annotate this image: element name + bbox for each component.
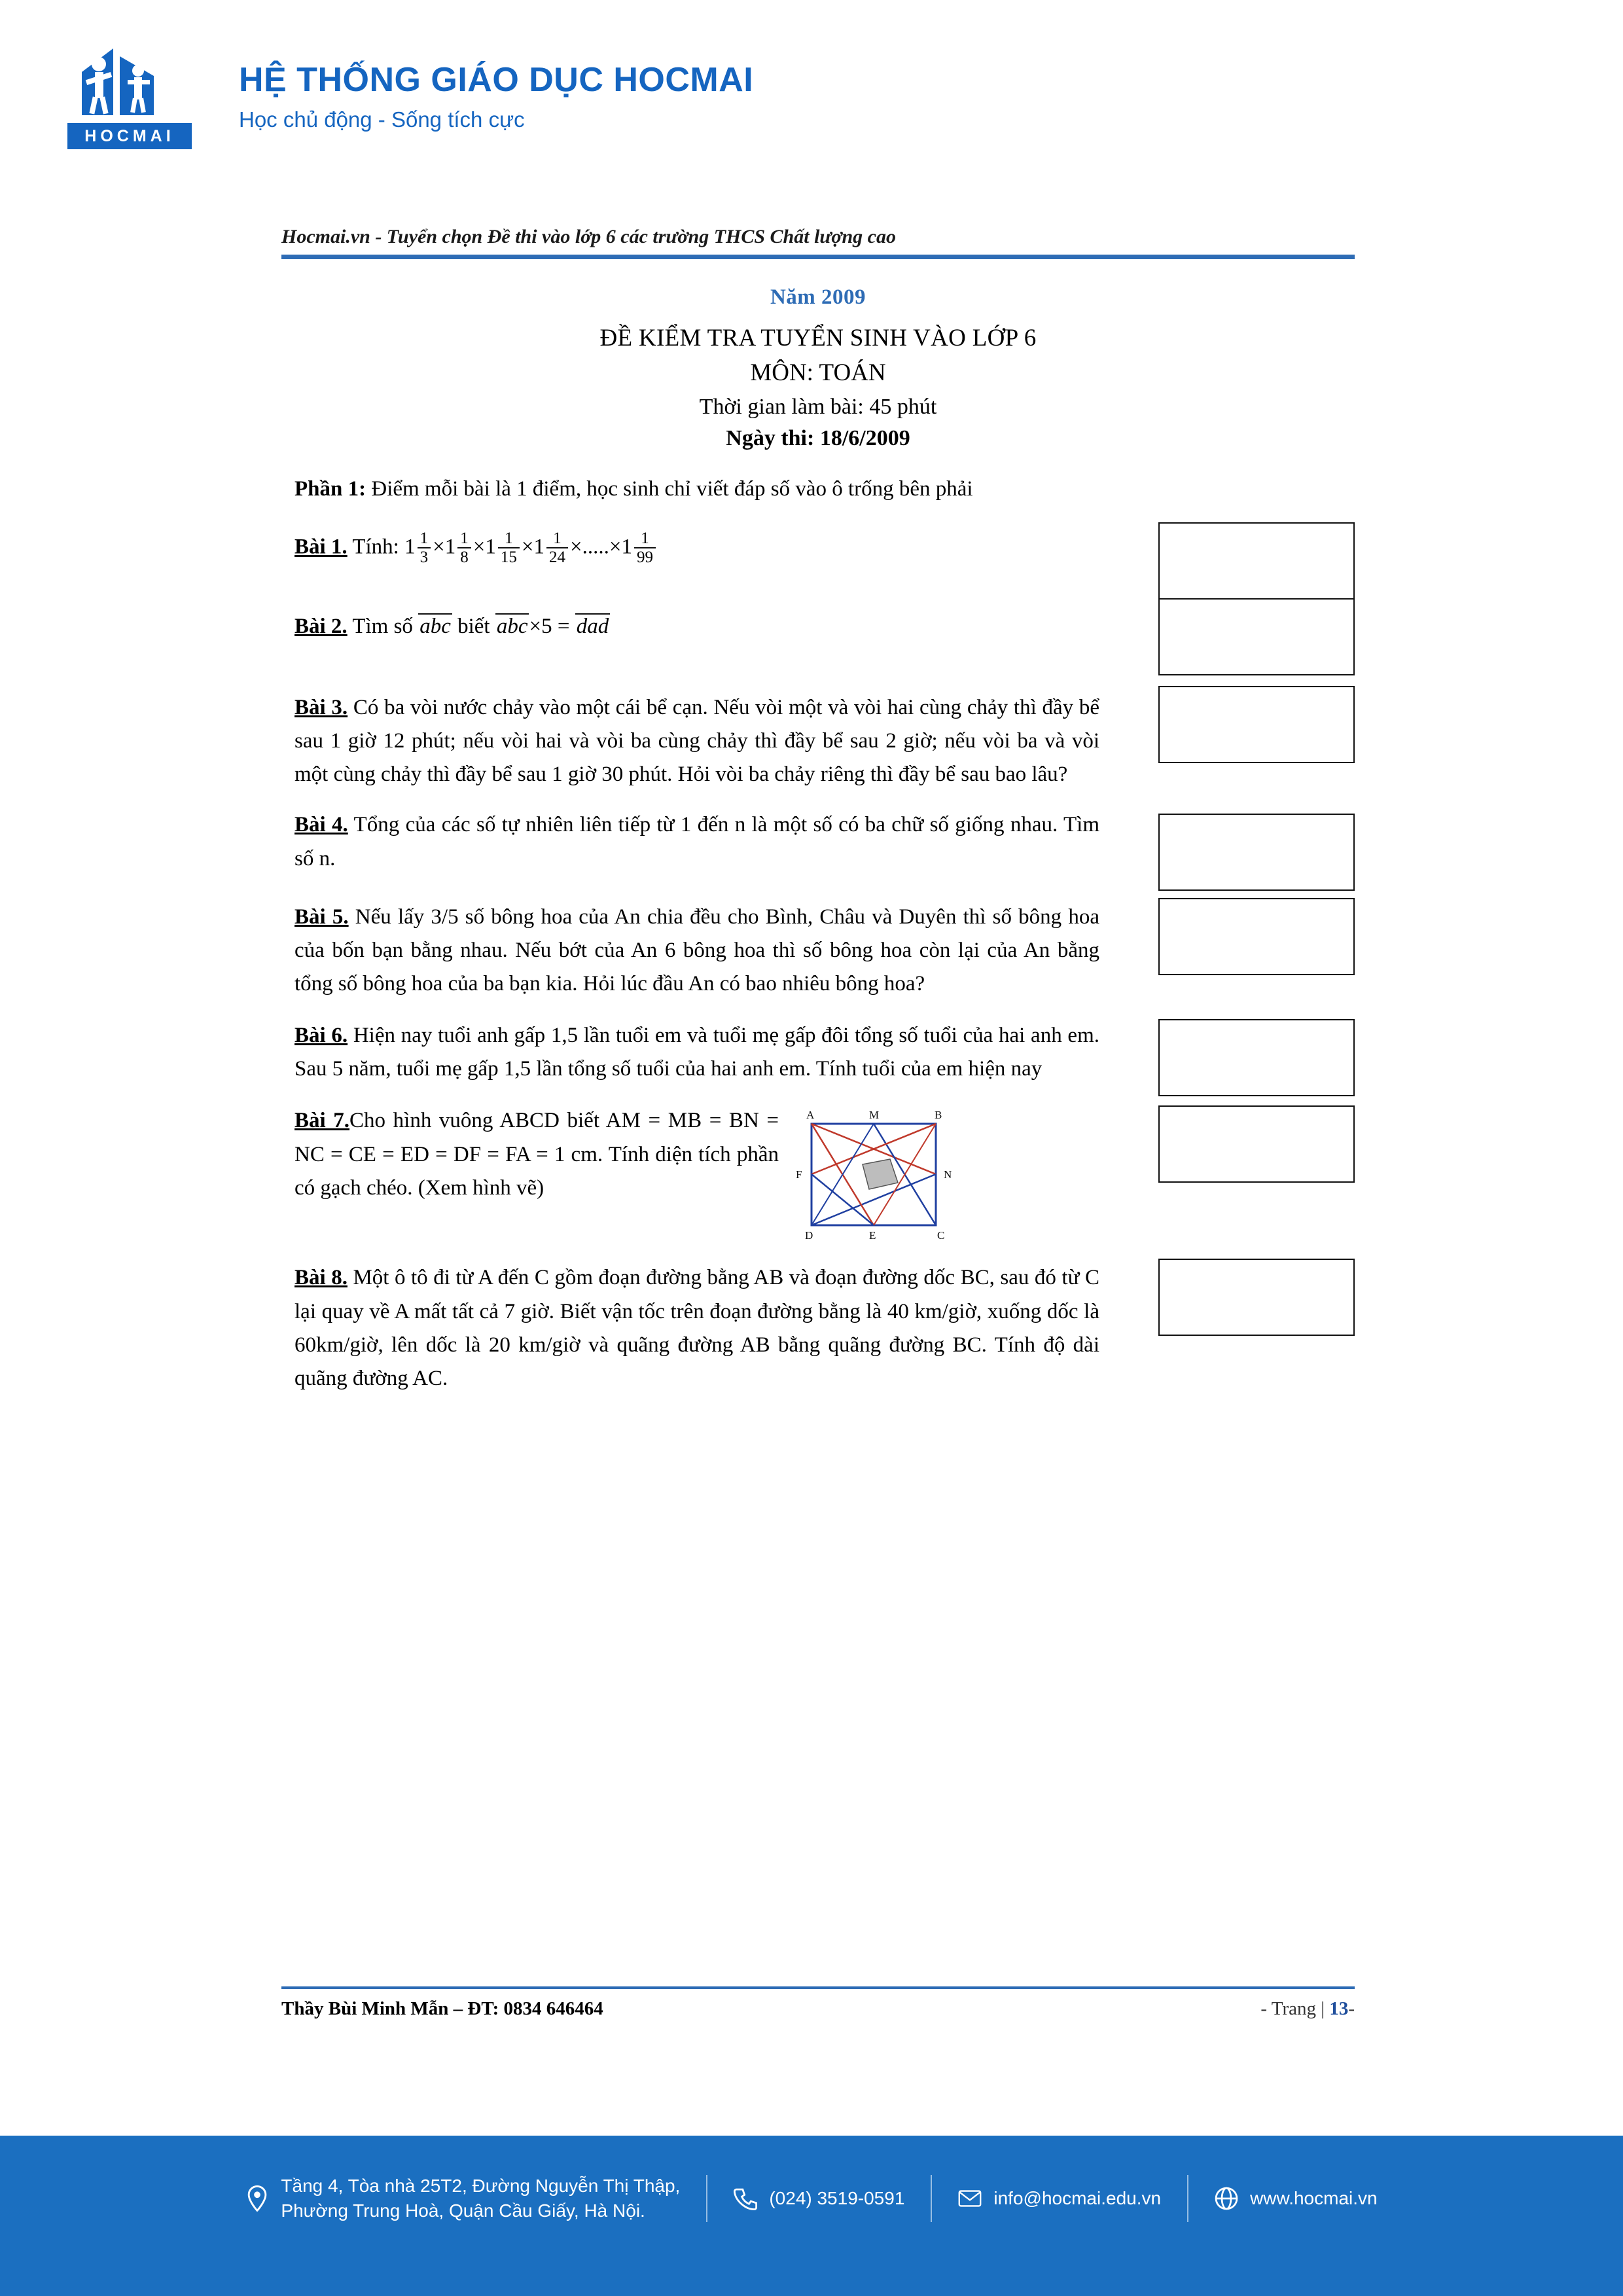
answer-box-8[interactable] bbox=[1158, 1259, 1355, 1336]
document-banner: Hocmai.vn - Tuyển chọn Đề thi vào lớp 6 các trường THCS Chất lượng cao bbox=[281, 226, 896, 247]
fraction-1-3: $\frac{1}{3}$ bbox=[418, 529, 431, 566]
contact-phone[interactable] bbox=[707, 2185, 931, 2212]
contact-website[interactable] bbox=[1188, 2185, 1404, 2212]
overline-abc-1: abc bbox=[419, 615, 451, 638]
label-E: E bbox=[869, 1229, 876, 1242]
answer-box-2[interactable] bbox=[1158, 598, 1355, 675]
contact-email[interactable] bbox=[932, 2185, 1187, 2212]
label-D: D bbox=[805, 1229, 813, 1242]
question-label-4: Bài 4. bbox=[294, 813, 348, 837]
math-expression-1 bbox=[404, 530, 658, 567]
brand-title: HỆ THỐNG GIÁO DỤC HOCMAI bbox=[239, 60, 754, 99]
answer-box-6[interactable] bbox=[1158, 1019, 1355, 1096]
address-line-2: Phường Trung Hoà, Quận Cầu Giấy, Hà Nội. bbox=[281, 2200, 645, 2221]
label-A: A bbox=[806, 1109, 815, 1122]
question-body-3: Có ba vòi nước chảy vào một cái bể cạn. Nếu vòi một và vòi hai cùng chảy thì đầy bể sau 1 giờ 12 phút; nếu vòi hai và vòi ba cùng chảy thì đầy bể sau 2 giờ; nếu vòi ba và vòi một cùng chảy thì đầy bể sau 1 giờ 30 phút. Hỏi vòi ba chảy riêng thì đầy bể sau bao lâu? bbox=[294, 696, 1099, 787]
site-header bbox=[62, 39, 753, 147]
fraction-1-15: $\frac{1}{15}$ bbox=[498, 529, 520, 566]
m1-whole: 1 bbox=[404, 535, 416, 559]
answer-box-4[interactable] bbox=[1158, 814, 1355, 891]
question-text-3 bbox=[294, 691, 1099, 791]
question-row-3 bbox=[281, 691, 1355, 791]
question-body-7: Cho hình vuông ABCD biết AM = MB = BN = NC = CE = ED = DF = FA = 1 cm. Tính diện tích phần có gạch chéo. (Xem hình vẽ) bbox=[294, 1109, 779, 1200]
question-body-4: Tổng của các số tự nhiên liên tiếp từ 1 đến n là một số có ba chữ số giống nhau. Tìm số n. bbox=[294, 813, 1099, 870]
fraction-1-24: $\frac{1}{24}$ bbox=[546, 529, 568, 566]
contact-bar bbox=[0, 2136, 1623, 2296]
question-label-3: Bài 3. bbox=[294, 696, 348, 719]
question-label-6: Bài 6. bbox=[294, 1024, 348, 1048]
question-body-8: Một ô tô đi từ A đến C gồm đoạn đường bằng AB và đoạn đường dốc BC, sau đó từ C lại quay về A mất tất cả 7 giờ. Biết vận tốc trên đoạn đường bằng là 40 km/giờ, xuống dốc là 60km/giờ, lên dốc là 20 km/giờ và quãng đường AB bằng quãng đường BC. Tính độ dài quãng đường AC. bbox=[294, 1266, 1099, 1390]
email-address: info@hocmai.edu.vn bbox=[993, 2187, 1162, 2208]
phone-number: (024) 3519-0591 bbox=[769, 2187, 905, 2208]
m5-whole: 1 bbox=[621, 535, 632, 559]
footer-page-number bbox=[1260, 1998, 1355, 2020]
question-text-8 bbox=[294, 1261, 1099, 1395]
question-row-7 bbox=[281, 1104, 1355, 1255]
globe-icon bbox=[1215, 2185, 1238, 2212]
question-label-8: Bài 8. bbox=[294, 1266, 348, 1290]
exam-year: Năm 2009 bbox=[770, 285, 866, 309]
brand-slogan: Học chủ động - Sống tích cực bbox=[239, 107, 525, 132]
page-number: 13 bbox=[1329, 1998, 1349, 2019]
question-row-4 bbox=[281, 808, 1355, 875]
answer-box-1[interactable] bbox=[1158, 522, 1355, 600]
overline-dad: dad bbox=[576, 615, 609, 638]
banner-divider bbox=[281, 255, 1355, 259]
geometry-figure bbox=[785, 1104, 975, 1242]
question-body-6: Hiện nay tuổi anh gấp 1,5 lần tuổi em và tuổi mẹ gấp đôi tổng số tuổi của hai anh em. Sau 5 năm, tuổi mẹ gấp 1,5 lần tổng số tuổi của hai anh em. Tính tuổi của em hiện nay bbox=[294, 1024, 1099, 1081]
footer-divider bbox=[281, 1986, 1355, 1989]
phone-icon bbox=[734, 2185, 757, 2212]
footer-teacher-contact: Thầy Bùi Minh Mẫn – ĐT: 0834 646464 bbox=[281, 1998, 603, 2019]
exam-duration: Thời gian làm bài: 45 phút bbox=[699, 395, 937, 419]
overline-abc-2: abc bbox=[496, 615, 528, 638]
question-text-2 bbox=[294, 610, 1099, 643]
label-B: B bbox=[935, 1109, 942, 1122]
exam-date: Ngày thi: 18/6/2009 bbox=[726, 426, 910, 450]
question-label-5: Bài 5. bbox=[294, 905, 349, 929]
m4-whole: 1 bbox=[533, 535, 544, 559]
brand-text bbox=[239, 60, 753, 132]
fraction-1-8: $\frac{1}{8}$ bbox=[457, 529, 471, 566]
page-suffix: - bbox=[1348, 1998, 1355, 2019]
answer-box-5[interactable] bbox=[1158, 898, 1355, 975]
times-3: × bbox=[521, 535, 534, 559]
question-label-7: Bài 7. bbox=[294, 1109, 350, 1133]
question-text-5 bbox=[294, 901, 1099, 1001]
exam-title: ĐỀ KIỂM TRA TUYỂN SINH VÀO LỚP 6 bbox=[599, 325, 1037, 351]
answer-box-3[interactable] bbox=[1158, 686, 1355, 763]
times-2: × bbox=[473, 535, 486, 559]
page-prefix: - Trang | bbox=[1260, 1998, 1330, 2019]
website-url: www.hocmai.vn bbox=[1250, 2187, 1378, 2208]
question-lead-1: Tính: bbox=[347, 535, 405, 559]
label-F: F bbox=[796, 1168, 802, 1181]
part-label: Phần 1: bbox=[294, 477, 366, 501]
question-row-2 bbox=[281, 610, 1355, 649]
question-row-5 bbox=[281, 901, 1355, 1001]
times-five: ×5 = bbox=[529, 615, 570, 638]
question-text-1 bbox=[294, 530, 1099, 567]
document-body bbox=[281, 226, 1355, 1395]
m3-whole: 1 bbox=[485, 535, 496, 559]
house-figure-icon bbox=[77, 42, 175, 120]
logo bbox=[62, 39, 213, 147]
question-row-8 bbox=[281, 1261, 1355, 1395]
question-row-6 bbox=[281, 1019, 1355, 1086]
question-text-7 bbox=[294, 1104, 779, 1204]
part-text: Điểm mỗi bài là 1 điểm, học sinh chỉ viết đáp số vào ô trống bên phải bbox=[366, 477, 973, 501]
label-C: C bbox=[937, 1229, 945, 1242]
times-4: × bbox=[609, 535, 622, 559]
envelope-icon bbox=[958, 2185, 982, 2212]
question-text-6 bbox=[294, 1019, 1099, 1086]
m2-whole: 1 bbox=[444, 535, 456, 559]
biet-word: biết bbox=[452, 615, 495, 638]
address-line-1: Tầng 4, Tòa nhà 25T2, Đường Nguyễn Thị Thập, bbox=[281, 2176, 681, 2196]
times-1: × bbox=[433, 535, 445, 559]
question-text-4 bbox=[294, 808, 1099, 875]
exam-subject: MÔN: TOÁN bbox=[750, 359, 886, 386]
question-label-1: Bài 1. bbox=[294, 535, 348, 559]
logo-wordmark: HOCMAI bbox=[67, 123, 192, 149]
part-instruction bbox=[294, 477, 1355, 501]
question-body-5: Nếu lấy 3/5 số bông hoa của An chia đều cho Bình, Châu và Duyên thì số bông hoa của bốn bạn bằng nhau. Nếu bớt của An 6 bông hoa thì số bông hoa còn lại của An bằng tổng số bông hoa của ba bạn kia. Hỏi lúc đầu An có bao nhiêu bông hoa? bbox=[294, 905, 1099, 996]
document-footer bbox=[281, 1986, 1355, 2020]
question-row-1 bbox=[281, 530, 1355, 569]
square-abcd-diagram bbox=[785, 1104, 975, 1242]
answer-box-7[interactable] bbox=[1158, 1105, 1355, 1183]
question-lead-2: Tìm số bbox=[347, 615, 419, 638]
contact-address bbox=[219, 2174, 706, 2223]
logo-mark bbox=[62, 39, 200, 147]
ellipsis-math: ×..... bbox=[569, 535, 609, 559]
label-N: N bbox=[944, 1168, 952, 1181]
location-pin-icon bbox=[245, 2185, 269, 2212]
question-label-2: Bài 2. bbox=[294, 615, 348, 638]
label-M: M bbox=[869, 1109, 880, 1122]
fraction-1-99: $\frac{1}{99}$ bbox=[634, 529, 656, 566]
